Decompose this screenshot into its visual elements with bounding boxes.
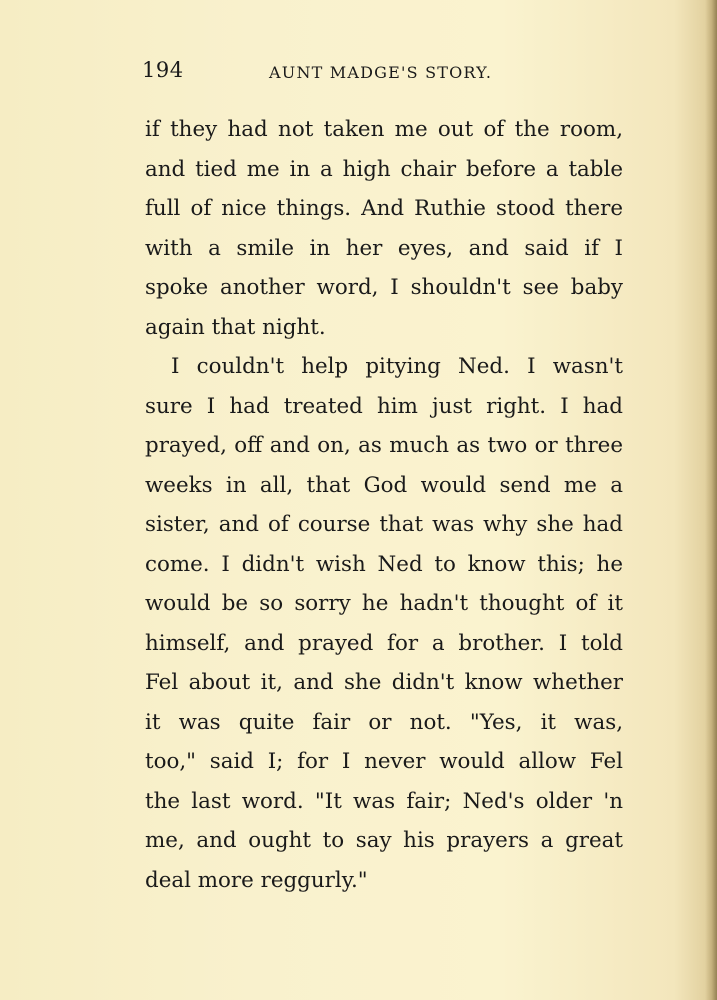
- page-number: 194: [142, 58, 184, 82]
- text-line: the last word. "It was fair; Ned's older 'n: [145, 788, 623, 814]
- text-line: me, and ought to say his prayers a great: [145, 828, 623, 853]
- text-line: I couldn't help pitying Ned. I wasn't: [171, 354, 623, 379]
- text-line: would be so sorry he hadn't thought of it: [145, 591, 623, 616]
- running-head: AUNT MADGE'S STORY.: [269, 63, 493, 82]
- body-text: [145, 110, 623, 900]
- text-line: sure I had treated him just right. I had: [145, 393, 623, 419]
- text-line: if they had not taken me out of the room,: [145, 117, 623, 142]
- text-line: and tied me in a high chair before a table: [145, 156, 623, 182]
- text-line: himself, and prayed for a brother. I told: [145, 630, 623, 656]
- page-header: [142, 58, 642, 92]
- text-line: weeks in all, that God would send me a: [145, 472, 623, 498]
- text-line: spoke another word, I shouldn't see baby: [145, 275, 623, 300]
- text-line: again that night.: [145, 314, 326, 340]
- text-line: sister, and of course that was why she had: [145, 512, 623, 537]
- text-line: too," said I; for I never would allow Fel: [145, 749, 623, 774]
- text-line: deal more reggurly.": [145, 867, 368, 893]
- text-line: Fel about it, and she didn't know whether: [145, 670, 623, 695]
- text-line: with a smile in her eyes, and said if I: [145, 235, 623, 261]
- text-line: come. I didn't wish Ned to know this; he: [145, 551, 623, 577]
- page-edge-shadow: [705, 0, 717, 1000]
- text-line: prayed, off and on, as much as two or three: [145, 433, 623, 458]
- text-line: full of nice things. And Ruthie stood there: [145, 196, 623, 221]
- text-line: it was quite fair or not. "Yes, it was,: [145, 709, 623, 735]
